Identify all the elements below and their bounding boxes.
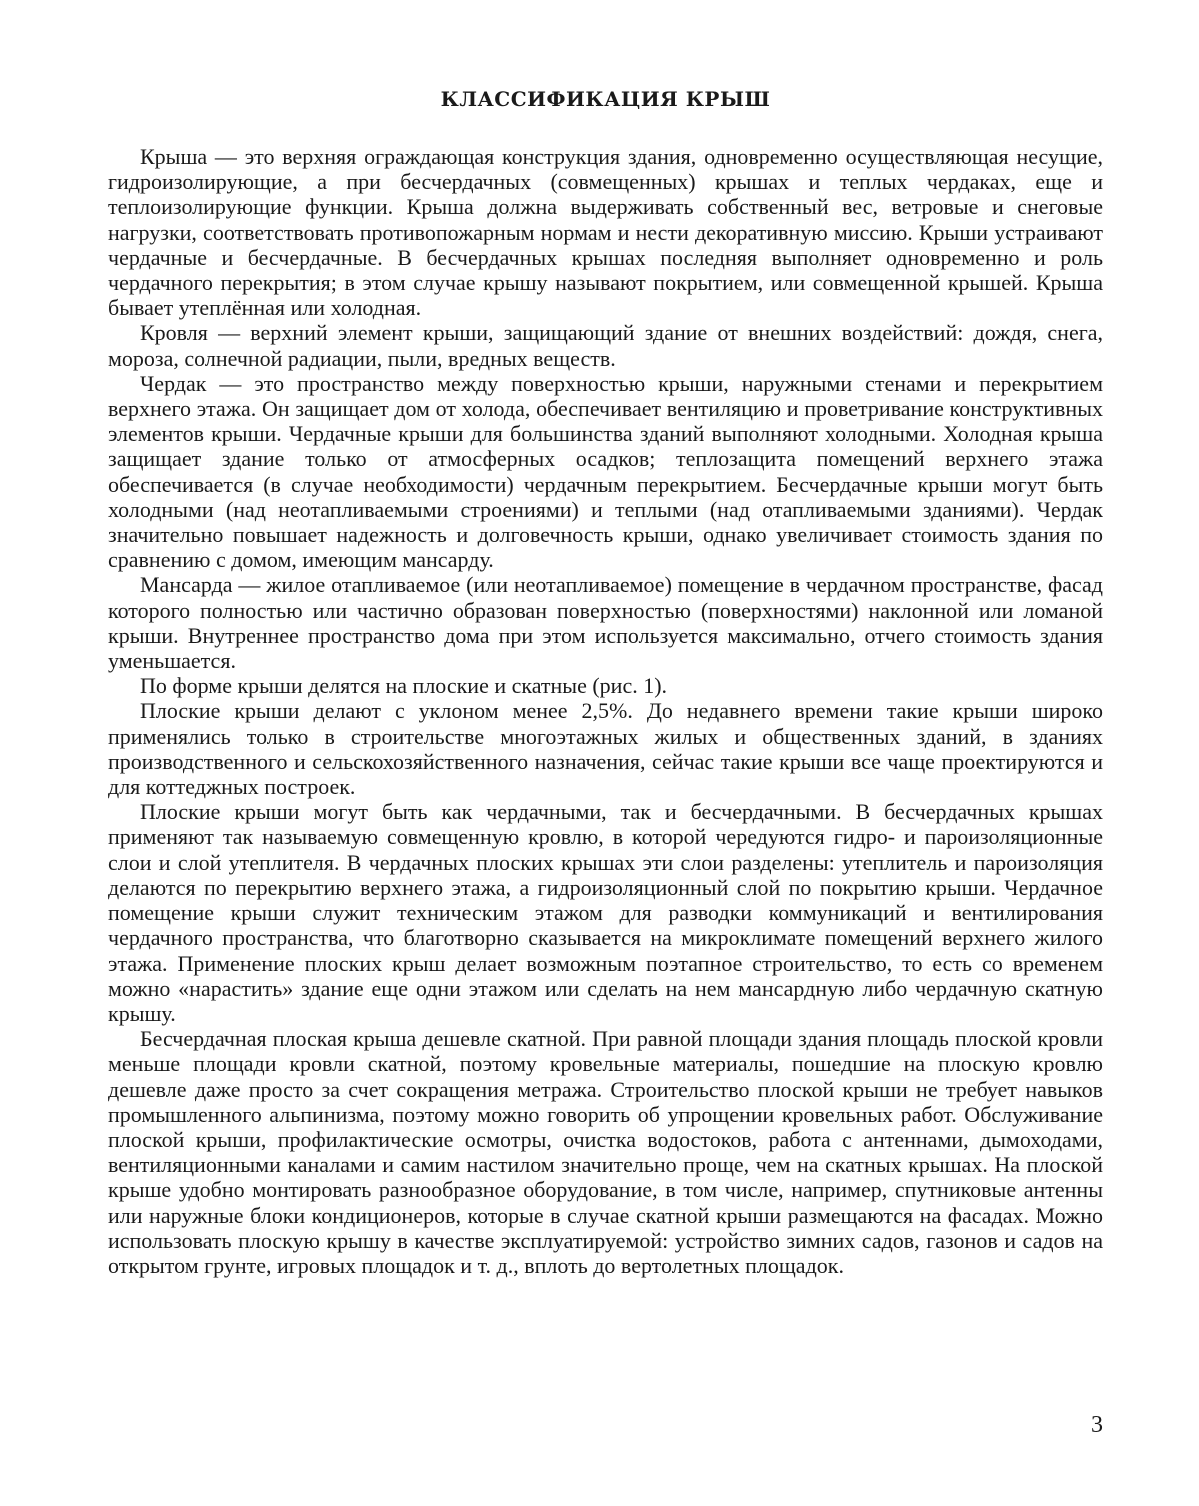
paragraph-flat-roof-types: Плоские крыши могут быть как чердачными, так и бесчердачными. В бесчердачных крышах применяют так называемую совмещенную кровлю, в которой чередуются гидро- и пароизоляционные слои и слой утеплителя. В чердачных плоских крышах эти слои разделены: утеплитель и пароизоляция делаются по перекрытию верхнего этажа, а гидроизоляционный слой по покрытию крыши. Чердачное помещение крыши служит техническим этажом для разводки коммуникаций и вентилирования чердачного пространства, что благотворно сказывается на микроклимате помещений верхнего жилого этажа. Применение плоских крыш делает возможным поэтапное строительство, то есть со временем можно «нарастить» здание еще одни этажом или сделать на нем мансардную либо чердачную скатную крышу.	[108, 799, 1103, 1026]
paragraph-flat-roof-advantages: Бесчердачная плоская крыша дешевле скатной. При равной площади здания площадь плоской кровли меньше площади кровли скатной, поэтому кровельные материалы, пошедшие на плоскую кровлю дешевле даже просто за счет сокращения метража. Строительство плоской крыши не требует навыков промышленного альпинизма, поэтому можно говорить об упрощении кровельных работ. Обслуживание плоской крыши, профилактические осмотры, очистка водостоков, работа с антеннами, дымоходами, вентиляционными каналами и самим настилом значительно проще, чем на скатных крышах. На плоской крыше удобно монтировать разнообразное оборудование, в том числе, например, спутниковые антенны или наружные блоки кондиционеров, которые в случае скатной крыши размещаются на фасадах. Можно использовать плоскую крышу в качестве эксплуатируемой: устройство зимних садов, газонов и садов на открытом грунте, игровых площадок и т. д., вплоть до вертолетных площадок.	[108, 1026, 1103, 1278]
page-title: КЛАССИФИКАЦИЯ КРЫШ	[440, 87, 771, 111]
paragraph-roofing-definition: Кровля — верхний элемент крыши, защищающий здание от внешних воздействий: дождя, снега, мороза, солнечной радиации, пыли, вредных веществ.	[108, 320, 1103, 371]
paragraph-roof-definition: Крыша — это верхняя ограждающая конструкция здания, одновременно осуществляющая несущие, гидроизолирующие, а при бесчердачных (совмещенных) крышах и теплых чердаках, еще и теплоизолирующие функции. Крыша должна выдерживать собственный вес, ветровые и снеговые нагрузки, соответствовать противопожарным нормам и нести декоративную миссию. Крыши устраивают чердачные и бесчердачные. В бесчердачных крышах последняя выполняет одновременно и роль чердачного перекрытия; в этом случае крышу называют покрытием, или совмещенной крышей. Крыша бывает утеплённая или холодная.	[108, 144, 1103, 321]
page-number: 3	[1091, 1412, 1103, 1438]
paragraph-roof-shapes: По форме крыши делятся на плоские и скатные (рис. 1).	[140, 673, 668, 699]
paragraph-flat-roofs: Плоские крыши делают с уклоном менее 2,5%. До недавнего времени такие крыши широко применялись только в строительстве многоэтажных жилых и общественных зданий, в зданиях производственного и сельскохозяйственного назначения, сейчас такие крыши все чаще проектируются и для коттеджных построек.	[108, 698, 1103, 800]
paragraph-attic-definition: Чердак — это пространство между поверхностью крыши, наружными стенами и перекрытием верхнего этажа. Он защищает дом от холода, обеспечивает вентиляцию и проветривание конструктивных элементов крыши. Чердачные крыши для большинства зданий выполняют холодными. Холодная крыша защищает здание только от атмосферных осадков; теплозащита помещений верхнего этажа обеспечивается (в случае необходимости) чердачным перекрытием. Бесчердачные крыши могут быть холодными (над неотапливаемыми строениями) и теплыми (над отапливаемыми зданиями). Чердак значительно повышает надежность и долговечность крыши, однако увеличивает стоимость здания по сравнению с домом, имеющим мансарду.	[108, 370, 1103, 573]
paragraph-mansard-definition: Мансарда — жилое отапливаемое (или неотапливаемое) помещение в чердачном пространстве, фасад которого полностью или частично образован поверхностью (поверхностями) наклонной или ломаной крыши. Внутреннее пространство дома при этом используется максимально, отчего стоимость здания уменьшается.	[108, 572, 1103, 674]
document-page	[108, 84, 1103, 1278]
